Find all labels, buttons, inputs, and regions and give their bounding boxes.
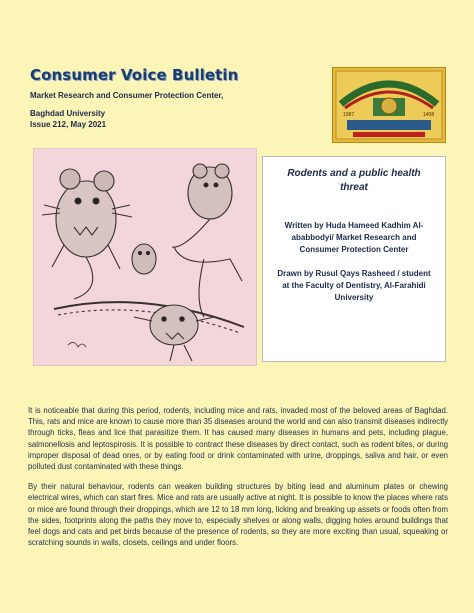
article-title: Rodents and a public health threat — [287, 168, 421, 193]
body-paragraph-1: It is noticeable that during this period, rodents, including mice and rats, invaded most of the beloved areas of Baghdad. This, rats and mice are known to cause more than 35 diseases around the world and can also transmit diseases indirectly through ticks, fleas and lice that parasitize them. It has caused many diseases in humans and pets, including plague, salmonellosis and leptospirosis. It is possible to contract these diseases by direct contact, such as rodent bites, or during improper disposal of dead ones, or by eating food or drink contaminated with urine, droppings, saliva and hair, or even polluted dust contaminated with these things. — [28, 406, 448, 472]
bulletin-header — [30, 66, 320, 130]
bulletin-title: Consumer Voice Bulletin — [30, 66, 239, 84]
author-credit: Written by Huda Hameed Kadhim Al-ababbodyi/ Market Research and Consumer Protection Center — [284, 221, 424, 254]
university-name: Baghdad University — [30, 109, 106, 118]
article-body — [28, 405, 448, 557]
logo-year-left: 1987 — [343, 112, 355, 118]
rodents-illustration — [33, 148, 257, 366]
issue-number: Issue 212, May 2021 — [30, 120, 107, 129]
article-info-box — [262, 156, 446, 362]
logo-year-right: 1408 — [423, 112, 435, 118]
body-paragraph-2: By their natural behaviour, rodents can weaken building structures by biting lead and aluminum plates or chewing electrical wires, which can start fires. Mice and rats are usually active at night. It is possible to know the places where rats or mice are found through their droppings, which are 12 to 18 mm long, licking and breaking up assets or foods often from the sides, footprints along the paths they move to, especially shelves or along walls, digging holes around buildings that feel dogs and cats and pet birds because of the presence of rodents, so they are more exciting than usual, squeaking or scratching sounds in walls, closets, ceilings and under floors. — [28, 482, 448, 548]
center-name: Market Research and Consumer Protection Center, — [30, 91, 224, 100]
center-logo — [332, 67, 446, 143]
illustrator-credit: Drawn by Rusul Qays Rasheed / student at the Faculty of Dentistry, Al-Farahidi University — [277, 269, 431, 302]
